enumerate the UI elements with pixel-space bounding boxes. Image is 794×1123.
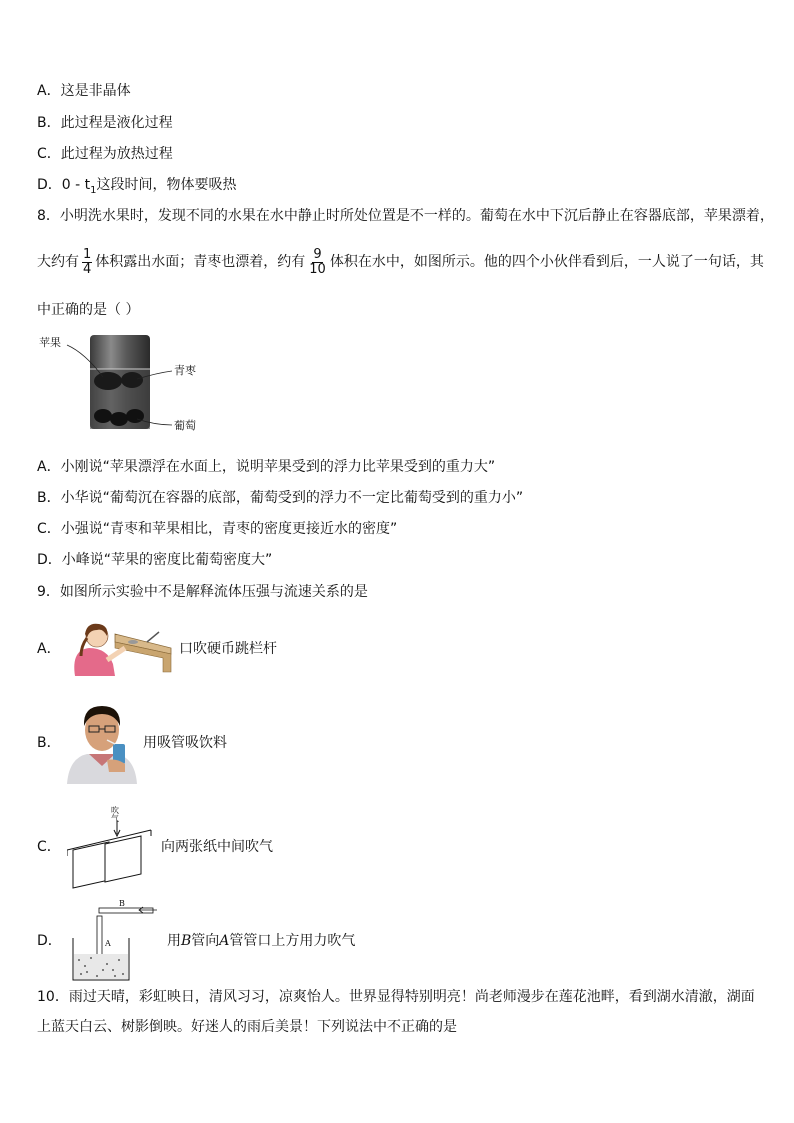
q8-option-c: C．小强说“青枣和苹果相比，青枣的密度更接近水的密度” [37, 521, 398, 537]
q8-stem-line1: 8．小明洗水果时，发现不同的水果在水中静止时所处位置是不一样的。葡萄在水中下沉后静止在容器底部，苹果漂着， [37, 208, 774, 224]
q8-stem-line3: 中正确的是（ ） [37, 302, 140, 318]
q7-option-c: C．此过程为放热过程 [37, 146, 173, 162]
q8-option-b: B．小华说“葡萄沉在容器的底部，葡萄受到的浮力不一定比葡萄受到的重力小” [37, 490, 524, 506]
label-tube-a: A [105, 939, 111, 948]
fraction-one-quarter: $\frac{1}{4}$ [83, 246, 92, 277]
label-tube-b: B [119, 899, 125, 908]
girl-blowing-coin-image [67, 620, 173, 676]
q9-option-c: C． 吹气 向两张纸中间吹气 [37, 800, 273, 892]
q10-stem-line1: 10．雨过天晴，彩虹映日，清风习习，凉爽怡人。世界显得特别明亮！尚老师漫步在莲花池畔，看到湖水清澈，湖面 [37, 989, 755, 1005]
q7-option-d: D．$0 - t_1$这段时间，物体要吸热 [37, 177, 237, 196]
label-apple: 苹果 [39, 336, 61, 349]
q9-stem: 9．如图所示实验中不是解释流体压强与流速关系的是 [37, 584, 368, 600]
q8-option-d: D．小峰说“苹果的密度比葡萄密度大” [37, 552, 273, 568]
two-paper-sheets-image [67, 800, 155, 892]
boy-drinking-straw-image [67, 700, 137, 784]
label-blow: 吹气 [110, 806, 120, 822]
q9-option-a: A． 口吹硬币跳栏杆 [37, 620, 277, 676]
two-tubes-beaker-image [67, 898, 159, 982]
q8-fruit-beaker-figure [37, 333, 207, 433]
q9-option-b: B． 用吸管吸饮料 [37, 700, 227, 784]
apple-shape [94, 372, 122, 390]
q7-option-a: A．这是非晶体 [37, 83, 131, 99]
fraction-nine-tenths: $\frac{9}{10}$ [309, 246, 326, 277]
q7-option-b: B．此过程是液化过程 [37, 115, 173, 131]
jujube-shape [121, 372, 143, 388]
label-jujube: 青枣 [174, 364, 196, 377]
label-grape: 葡萄 [174, 419, 196, 432]
q10-stem-line2: 上蓝天白云、树影倒映。好迷人的雨后美景！下列说法中不正确的是 [37, 1019, 457, 1035]
q8-stem-line2: 大约有 $\frac{1}{4}$ 体积露出水面；青枣也漂着，约有 $\frac{9}{10}$ 体积在水中，如图所示。他的四个小伙伴看到后，一人说了一句话，其 [37, 246, 764, 277]
q9-option-d: D． B A 用B管向A管管口上方用力吹气 [37, 898, 355, 982]
q8-option-a: A．小刚说“苹果漂浮在水面上，说明苹果受到的浮力比苹果受到的重力大” [37, 459, 496, 475]
grape-shape [94, 409, 112, 423]
